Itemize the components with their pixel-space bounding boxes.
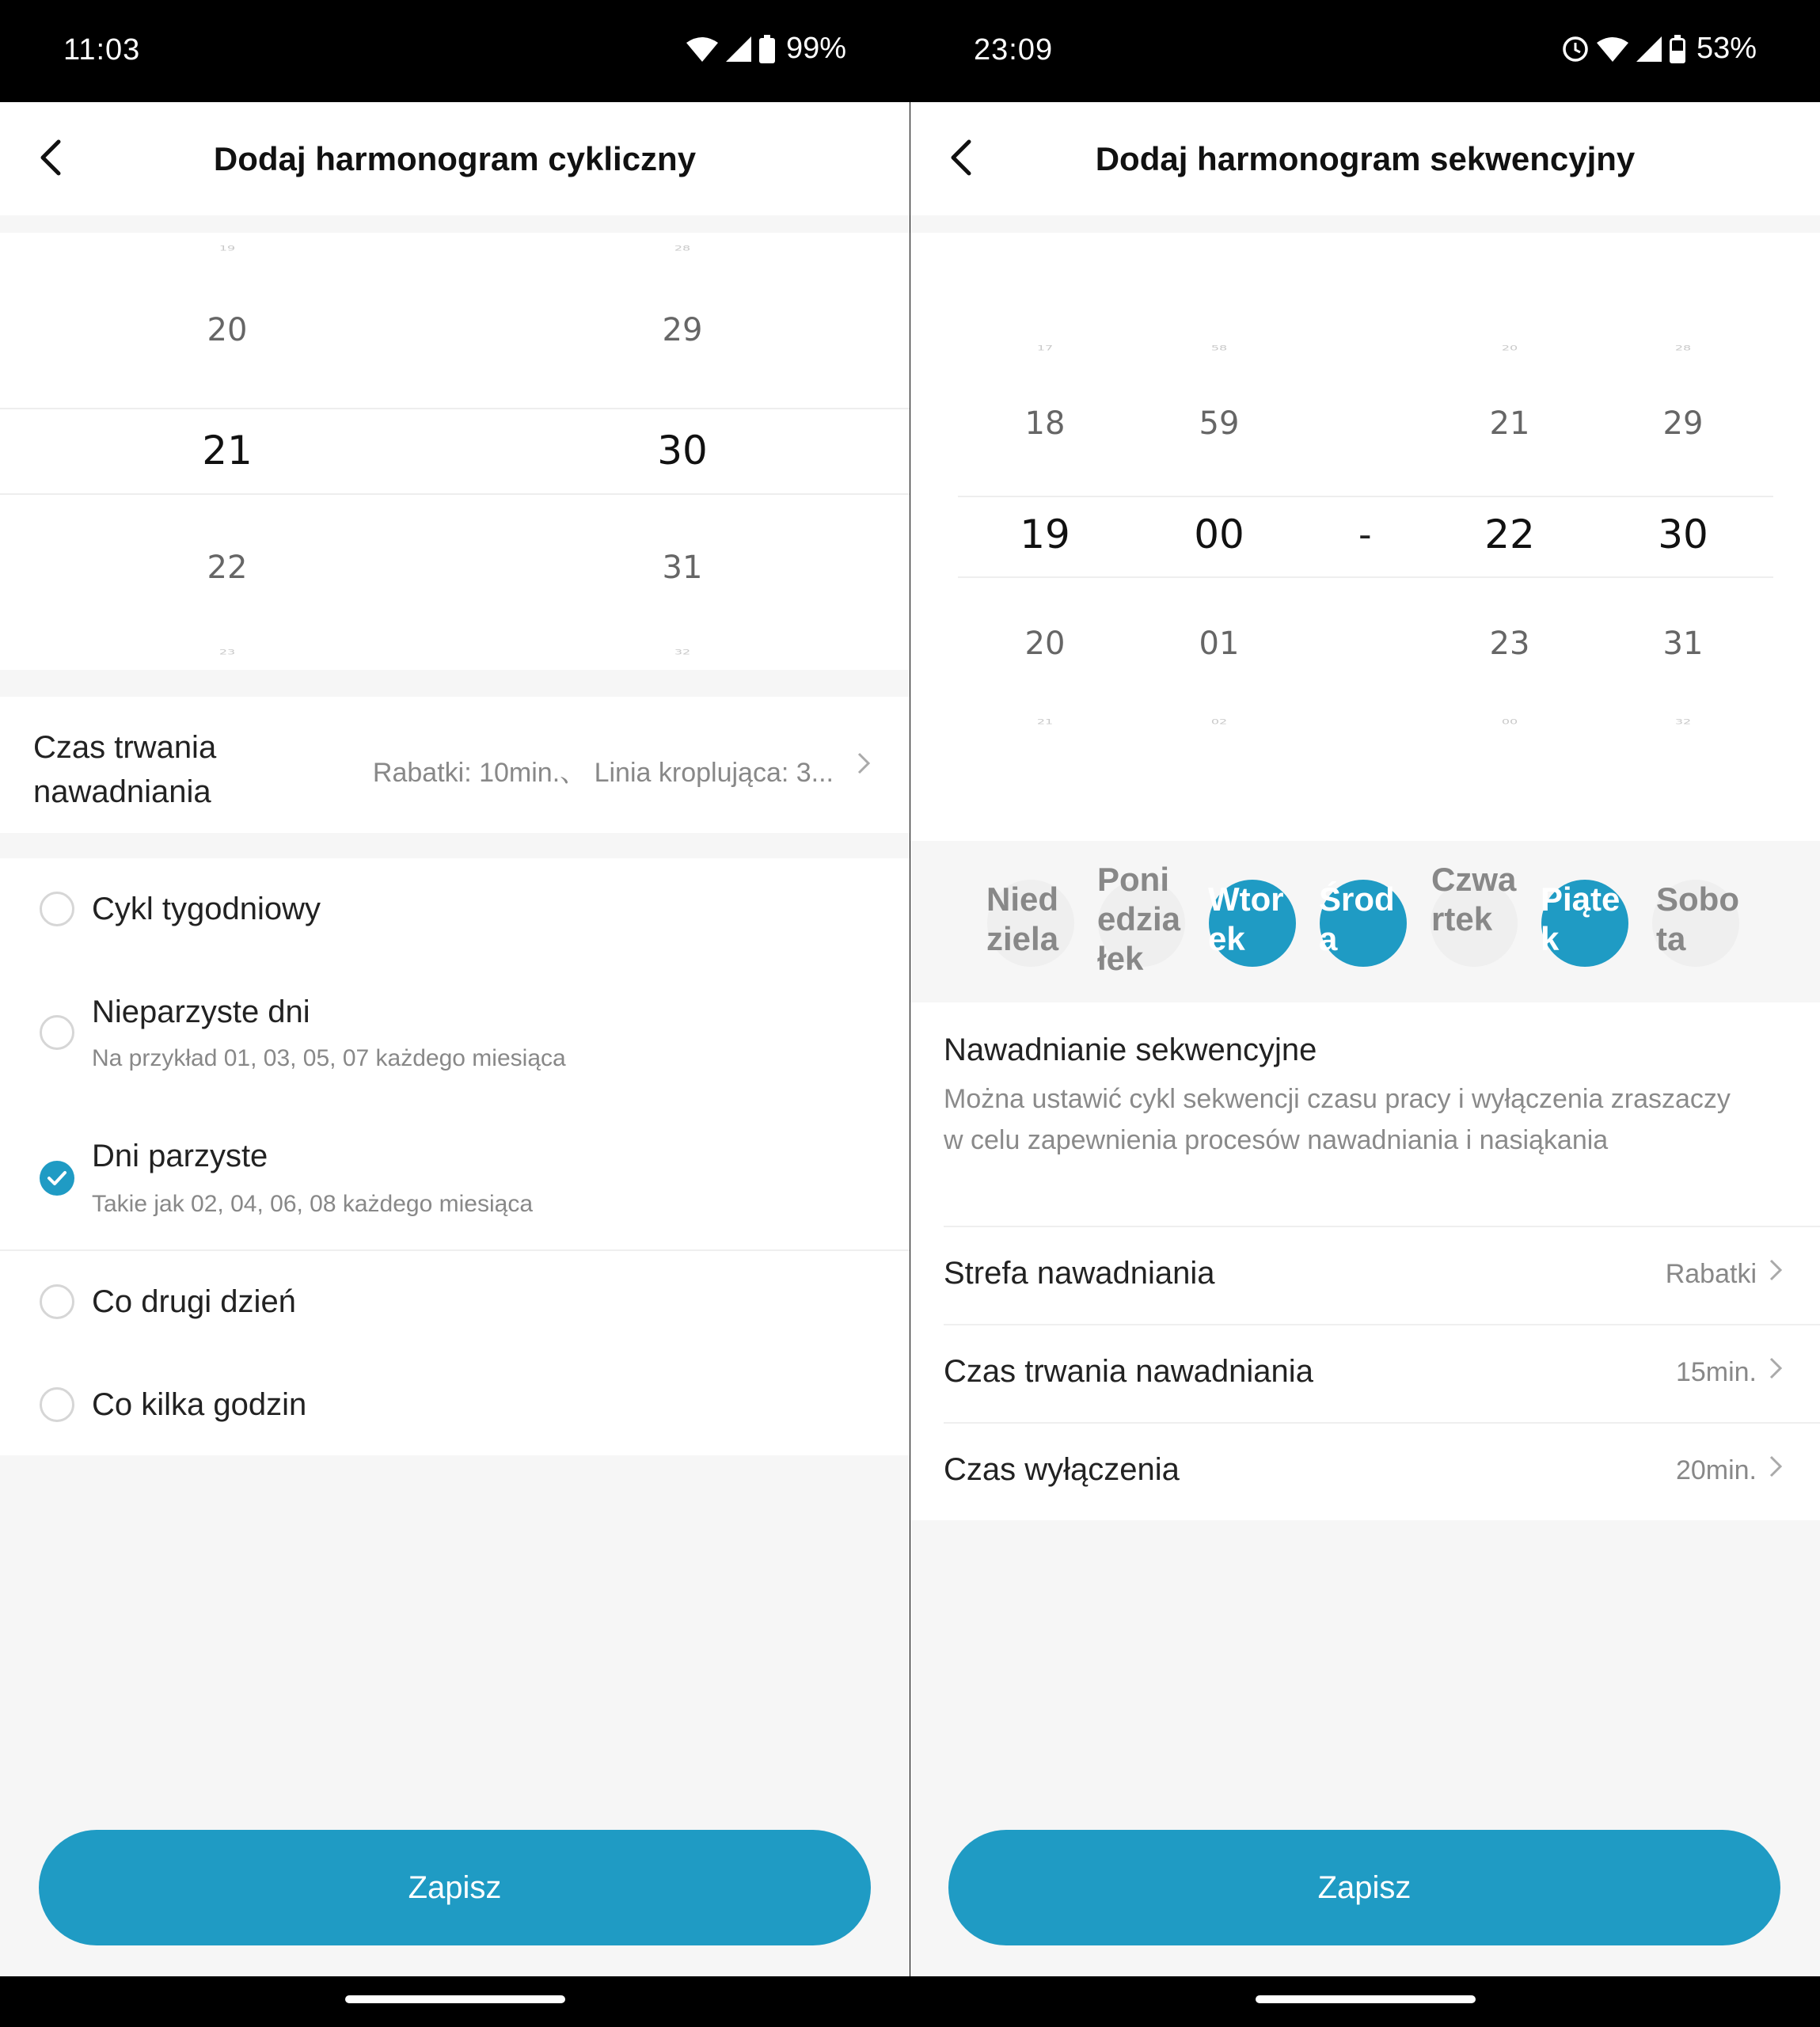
start-hour-selected[interactable]: 19	[1020, 512, 1070, 557]
end-minute-below[interactable]: 31	[1662, 626, 1704, 662]
end-minute-selected[interactable]: 30	[1658, 512, 1708, 557]
end-hour-below[interactable]: 23	[1489, 626, 1530, 662]
signal-icon	[726, 36, 751, 62]
option-title: Dni parzyste	[92, 1139, 268, 1173]
day-label: Wtor ek	[1208, 880, 1284, 957]
picker-selection-bottom-line	[958, 576, 1773, 578]
battery-icon	[759, 35, 775, 63]
sequence-settings	[910, 1002, 1820, 1520]
option-subtitle: Na przykład 01, 03, 05, 07 każdego miesiąca	[92, 1045, 566, 1071]
zone-label: Strefa nawadniania	[944, 1256, 1215, 1291]
wifi-icon	[1597, 36, 1628, 62]
day-label: Nied ziela	[986, 880, 1059, 957]
picker-col1-below[interactable]: 22	[207, 550, 248, 586]
chevron-right-icon	[1765, 1352, 1787, 1384]
end-hour-tiny-top: 20	[1501, 344, 1518, 352]
day-label: Sobo ta	[1656, 880, 1739, 957]
day-label: Czwa rtek	[1431, 861, 1517, 937]
day-wednesday[interactable]	[1320, 880, 1407, 967]
start-hour-above[interactable]: 18	[1024, 405, 1066, 442]
save-button[interactable]: Zapisz	[39, 1830, 871, 1945]
time-range-picker[interactable]	[910, 233, 1820, 841]
start-minute-tiny-top: 58	[1210, 344, 1228, 352]
picker-selection-top-line	[0, 408, 910, 409]
home-gesture-handle[interactable]	[345, 1995, 565, 2003]
battery-percent: 99%	[785, 32, 846, 65]
end-minute-tiny-bottom: 32	[1674, 717, 1692, 726]
time-range-separator: -	[1358, 513, 1372, 556]
duration-label-line2: nawadniania	[33, 774, 211, 809]
alarm-icon	[1562, 36, 1589, 63]
end-hour-tiny-bottom: 00	[1501, 717, 1518, 726]
day-monday[interactable]	[1097, 861, 1185, 977]
repeat-options	[0, 858, 910, 1455]
start-minute-above[interactable]: 59	[1199, 405, 1240, 442]
day-friday[interactable]	[1541, 880, 1628, 967]
picker-col1-above[interactable]: 20	[207, 312, 248, 348]
start-minute-selected[interactable]: 00	[1194, 512, 1244, 557]
picker-col2-tiny-top: 28	[674, 244, 691, 253]
picker-col2-selected[interactable]: 30	[657, 428, 708, 473]
row-divider	[944, 1422, 1820, 1424]
radio-button-checked[interactable]	[40, 1161, 74, 1196]
row-divider	[944, 1324, 1820, 1325]
picker-selection-bottom-line	[0, 493, 910, 495]
off-time-value: 20min.	[1675, 1455, 1757, 1485]
option-title: Co kilka godzin	[92, 1387, 307, 1422]
page-title: Dodaj harmonogram cykliczny	[213, 140, 697, 177]
end-minute-tiny-top: 28	[1674, 344, 1692, 352]
sequential-schedule-screen	[910, 0, 1820, 2027]
status-bar	[910, 0, 1820, 102]
radio-button[interactable]	[40, 1015, 74, 1050]
chevron-right-icon	[853, 747, 875, 779]
battery-percent: 53%	[1696, 32, 1757, 65]
day-sunday[interactable]	[987, 880, 1074, 967]
picker-col2-tiny-bottom: 32	[674, 648, 691, 656]
radio-button[interactable]	[40, 1387, 74, 1422]
option-divider	[0, 1249, 910, 1251]
duration-label	[33, 725, 216, 814]
status-time: 23:09	[974, 33, 1054, 67]
navigation-bar	[910, 1976, 1820, 2027]
status-icons	[686, 32, 846, 66]
wifi-icon	[686, 36, 718, 62]
radio-button[interactable]	[40, 1284, 74, 1319]
status-bar	[0, 0, 910, 102]
chevron-right-icon	[1765, 1451, 1787, 1482]
start-hour-below[interactable]: 20	[1024, 626, 1066, 662]
day-label: Piąte k	[1541, 880, 1621, 957]
end-hour-selected[interactable]: 22	[1484, 512, 1535, 557]
option-title: Co drugi dzień	[92, 1284, 296, 1319]
watering-duration-value: 15min.	[1675, 1357, 1757, 1387]
day-thursday[interactable]	[1431, 861, 1518, 967]
status-icons	[1562, 32, 1757, 66]
sequence-info-text: Można ustawić cykl sekwencji czasu pracy i wyłączenia zraszaczy w celu zapewnienia procesów nawadniania i nasiąkania	[944, 1084, 1731, 1155]
option-title: Nieparzyste dni	[92, 994, 310, 1029]
picker-col1-tiny-top: 19	[218, 244, 236, 253]
day-saturday[interactable]	[1652, 880, 1739, 967]
end-hour-above[interactable]: 21	[1489, 405, 1530, 442]
sequence-info-title: Nawadnianie sekwencyjne	[944, 1033, 1317, 1067]
chevron-right-icon	[1765, 1254, 1787, 1286]
zone-value: Rabatki	[1665, 1259, 1757, 1289]
off-time-label: Czas wyłączenia	[944, 1452, 1180, 1487]
save-button[interactable]: Zapisz	[948, 1830, 1780, 1945]
page-title: Dodaj harmonogram sekwencyjny	[1095, 140, 1636, 177]
checkmark-icon	[47, 1169, 67, 1187]
home-gesture-handle[interactable]	[1256, 1995, 1476, 2003]
start-hour-tiny-bottom: 21	[1036, 717, 1054, 726]
watering-duration-label: Czas trwania nawadniania	[944, 1354, 1313, 1389]
end-minute-above[interactable]: 29	[1662, 405, 1704, 442]
start-minute-below[interactable]: 01	[1199, 626, 1240, 662]
header	[910, 102, 1820, 215]
day-tuesday[interactable]	[1209, 880, 1296, 967]
picker-col1-tiny-bottom: 23	[218, 648, 236, 656]
header	[0, 102, 910, 215]
signal-icon	[1636, 36, 1662, 62]
duration-row[interactable]	[0, 697, 910, 833]
start-minute-tiny-bottom: 02	[1210, 717, 1228, 726]
duration-value: Rabatki: 10min.、 Linia kroplująca: 3...	[372, 758, 834, 788]
option-title: Cykl tygodniowy	[92, 892, 321, 926]
status-time: 11:03	[63, 33, 141, 67]
day-time-picker[interactable]	[0, 233, 910, 670]
row-divider	[944, 1226, 1820, 1227]
navigation-bar	[0, 1976, 910, 2027]
day-label: Poni edzia łek	[1097, 861, 1181, 977]
picker-col2-below[interactable]: 31	[662, 550, 703, 586]
picker-selection-top-line	[958, 496, 1773, 497]
day-label: Środ a	[1319, 880, 1395, 957]
duration-label-line1: Czas trwania	[33, 730, 217, 765]
picker-col2-above[interactable]: 29	[662, 312, 703, 348]
radio-button[interactable]	[40, 892, 74, 926]
start-hour-tiny-top: 17	[1036, 344, 1054, 352]
picker-col1-selected[interactable]: 21	[202, 428, 253, 473]
battery-icon	[1670, 35, 1685, 63]
option-subtitle: Takie jak 02, 04, 06, 08 każdego miesiąca	[92, 1191, 534, 1217]
